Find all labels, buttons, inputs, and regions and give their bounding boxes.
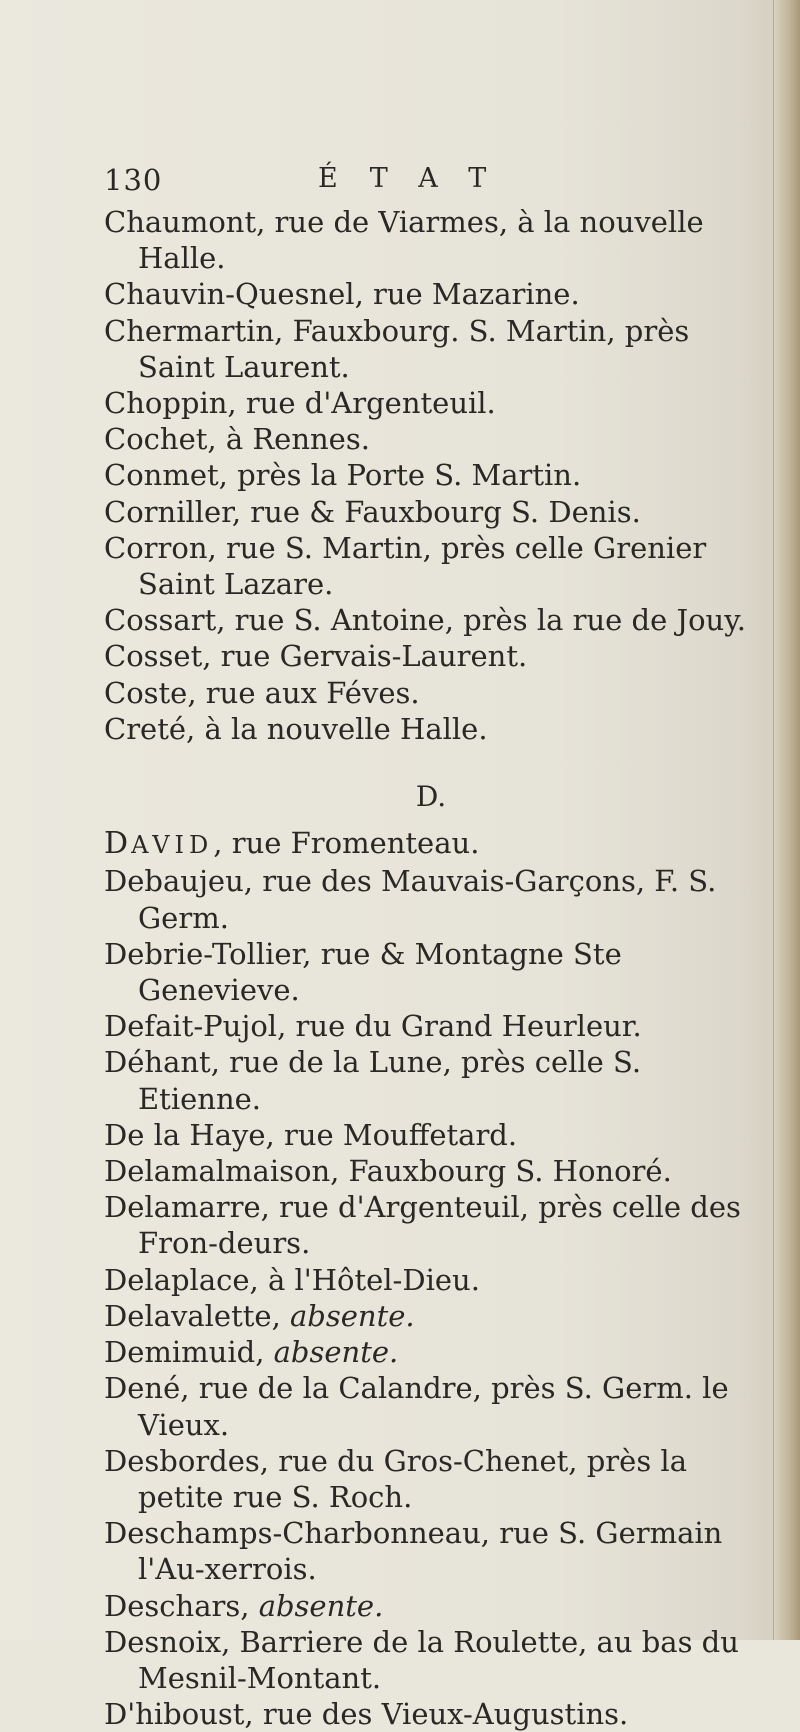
list-item [104,1044,758,1116]
entry-detail: , rue Mouffetard. [265,1117,518,1152]
entry-detail: , rue Fromenteau. [213,826,480,861]
running-title: ÉTAT [318,163,519,194]
entry-name: De la Haye [104,1117,266,1152]
entry-status: absente. [258,1588,384,1623]
entry-detail: , rue de la Calandre, près S. Germ. le Vieux. [138,1371,729,1442]
entry-name: Defait-Pujol [104,1009,278,1044]
list-item [104,1443,758,1515]
entry-detail: , rue des Vieux-Augustins. [244,1697,629,1732]
list-item [104,1624,758,1696]
list-item: Choppin, rue d'Argenteuil. [104,386,496,421]
entry-detail: , [240,1588,259,1623]
list-item [104,1588,758,1624]
list-item [104,1117,758,1153]
list-item: Chaumont, rue de Viarmes, à la nouvelle Halle. [104,205,704,276]
entry-name: Déhant [104,1045,211,1080]
entry-detail: , à l'Hôtel-Dieu. [249,1262,480,1297]
entry-detail: , rue de la Lune, près celle S. Etienne. [138,1045,642,1116]
section-letter: D. [415,780,447,814]
list-item [104,1696,758,1732]
list-item: Cochet, à Rennes. [104,422,370,457]
entry-name: Deschamps-Charbonneau [104,1516,481,1551]
entry-name: Delaplace [104,1262,250,1297]
entry-detail: , [255,1335,274,1370]
list-item: Chauvin-Quesnel, rue Mazarine. [104,277,580,312]
entry-name: Deschars [104,1588,241,1623]
entries-c-group [104,204,758,747]
entry-detail: , rue des Mauvais-Garçons, F. S. Germ. [138,864,717,935]
list-item [104,1262,758,1298]
entry-status: absente. [273,1335,399,1370]
list-item: Conmet, près la Porte S. Martin. [104,458,582,493]
list-item-david [104,825,758,863]
list-item: Corniller, rue & Fauxbourg S. Denis. [104,494,641,529]
page-edge [773,0,800,1640]
list-item: Coste, rue aux Féves. [104,675,420,710]
list-item [104,1515,758,1587]
list-item [104,1334,758,1370]
entry-detail: , rue du Gros-Chenet, près la petite rue S. Roch. [138,1443,687,1514]
entry-name: Delamalmaison [104,1154,331,1189]
entry-detail: , rue du Grand Heurleur. [277,1009,642,1044]
list-item [104,863,758,935]
entry-name: Delamarre [104,1190,261,1225]
entry-name: DAVID [104,826,214,862]
list-item: Cosset, rue Gervais-Laurent. [104,639,528,674]
entry-detail: , [271,1298,290,1333]
list-item [104,1008,758,1044]
entry-detail: , Fauxbourg S. Honoré. [330,1154,672,1189]
entries-d-group [104,863,758,1732]
entry-name: Desnoix [104,1624,222,1659]
entry-name: Debrie-Tollier [104,936,303,971]
entry-detail: , rue S. Germain l'Au-xerrois. [138,1516,723,1587]
entry-name: Dené [104,1371,181,1406]
entry-detail: , rue & Montagne Ste Genevieve. [138,936,622,1008]
list-item: Cossart, rue S. Antoine, près la rue de Jouy. [104,603,746,638]
list-item: Creté, à la nouvelle Halle. [104,711,488,746]
entry-name: Desbordes [104,1443,260,1478]
list-item [104,1189,758,1261]
list-item [104,1298,758,1334]
entry-detail: , rue d'Argenteuil, près celle des Fron-deurs. [138,1190,741,1261]
directory-entries [104,204,758,1732]
entry-name: D'hiboust [104,1697,245,1732]
list-item [104,1153,758,1189]
list-item [104,1370,758,1442]
entry-name: Delavalette [104,1298,272,1333]
list-item: Corron, rue S. Martin, près celle Grenier Saint Lazare. [104,530,707,602]
list-item [104,936,758,1008]
entry-name: Demimuid [104,1335,256,1370]
running-head [104,163,744,203]
page-number: 130 [104,163,163,197]
entry-status: absente. [290,1298,415,1333]
list-item: Chermartin, Fauxbourg. S. Martin, près Saint Laurent. [104,313,690,384]
entry-name: Debaujeu [104,864,244,899]
entry-detail: , Barriere de la Roulette, au bas du Mesnil-Montant. [138,1624,739,1695]
